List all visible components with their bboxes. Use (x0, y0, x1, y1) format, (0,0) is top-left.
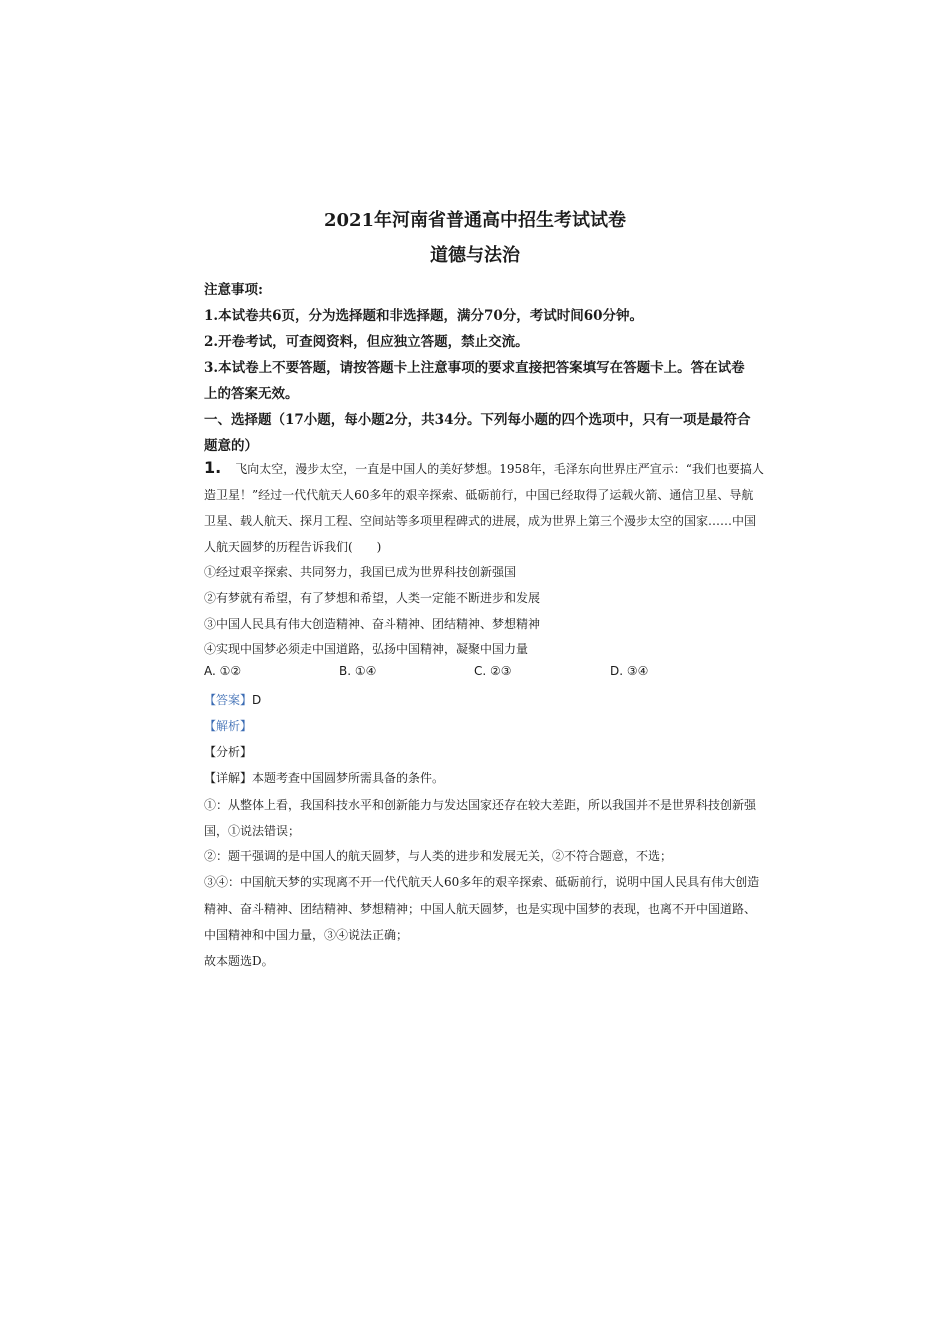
notice-item-1: 1.本试卷共6页，分为选择题和非选择题，满分70分，考试时间60分钟。 (204, 308, 644, 324)
exam-subject: 道德与法治 (430, 245, 520, 266)
explanation-line-6: 中国精神和中国力量，③④说法正确； (204, 928, 409, 942)
statement-3: ③中国人民具有伟大创造精神、奋斗精神、团结精神、梦想精神 (204, 617, 541, 631)
explanation-line-1: ①：从整体上看，我国科技水平和创新能力与发达国家还存在较大差距，所以我国并不是世界科技创新强 (204, 798, 757, 812)
explanation-line-5: 精神、奋斗精神、团结精神、梦想精神；中国人航天圆梦，也是实现中国梦的表现，也离不开中国道路、 (204, 902, 757, 916)
section-heading: 一、选择题（17小题，每小题2分，共34分。下列每小题的四个选项中，只有一项是最符合 (204, 412, 751, 428)
option-c: C. ②③ (474, 664, 512, 678)
question-1-line-1 (204, 458, 764, 477)
explanation-line-2: 国，①说法错误； (204, 824, 301, 838)
statement-4: ④实现中国梦必须走中国道路，弘扬中国精神，凝聚中国力量 (204, 642, 529, 656)
question-stem-text: 飞向太空，漫步太空，一直是中国人的美好梦想。1958年，毛泽东向世界庄严宣示：“我们也要搞人 (235, 462, 764, 476)
explanation-line-7: 故本题选D。 (204, 954, 274, 968)
notice-heading: 注意事项: (204, 282, 263, 298)
answer-label: 【答案】 (204, 693, 253, 707)
detail-text: 本题考查中国圆梦所需具备的条件。 (252, 771, 445, 785)
notice-item-3-cont: 上的答案无效。 (204, 386, 299, 402)
detail-line (204, 769, 444, 786)
answer-value: D (252, 693, 262, 707)
question-number: 1. (204, 458, 222, 477)
detail-label: 【详解】 (204, 771, 253, 785)
fenxi-label: 【分析】 (204, 745, 253, 759)
option-a: A. ①② (204, 664, 242, 678)
question-stem-line-4: 人航天圆梦的历程告诉我们( ) (204, 540, 382, 554)
section-heading-cont: 题意的） (204, 438, 258, 454)
exam-title: 2021年河南省普通高中招生考试试卷 (323, 210, 627, 231)
answer-line (204, 691, 261, 708)
option-b: B. ①④ (339, 664, 377, 678)
statement-2: ②有梦就有希望，有了梦想和希望，人类一定能不断进步和发展 (204, 591, 541, 605)
notice-item-2: 2.开卷考试，可查阅资料，但应独立答题，禁止交流。 (204, 334, 529, 350)
option-d: D. ③④ (610, 664, 649, 678)
analysis-label: 【解析】 (204, 719, 253, 733)
explanation-line-4: ③④：中国航天梦的实现离不开一代代航天人60多年的艰辛探索、砥砺前行，说明中国人民具有伟大创造 (204, 875, 760, 889)
explanation-line-3: ②：题干强调的是中国人的航天圆梦，与人类的进步和发展无关，②不符合题意，不选； (204, 849, 673, 863)
notice-item-3: 3.本试卷上不要答题，请按答题卡上注意事项的要求直接把答案填写在答题卡上。答在试卷 (204, 360, 745, 376)
question-stem-line-3: 卫星、载人航天、探月工程、空间站等多项里程碑式的进展，成为世界上第三个漫步太空的国家……中国 (204, 514, 757, 528)
question-stem-line-2: 造卫星！”经过一代代航天人60多年的艰辛探索、砥砺前行，中国已经取得了运载火箭、通信卫星、导航 (204, 488, 754, 502)
statement-1: ①经过艰辛探索、共同努力，我国已成为世界科技创新强国 (204, 565, 517, 579)
